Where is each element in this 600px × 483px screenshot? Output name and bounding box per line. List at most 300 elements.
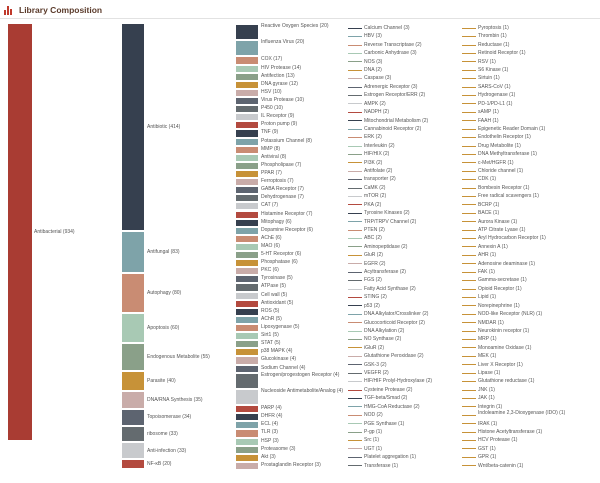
level3-item (348, 142, 463, 150)
level2-label: Akt (3) (261, 453, 276, 460)
level1-label: ribosome (33) (147, 431, 178, 438)
bar-chart-icon (4, 6, 14, 15)
level4-marker (462, 373, 476, 374)
level4-marker (462, 61, 476, 62)
level2-swatch (236, 463, 258, 469)
level4-label: Chloride channel (1) (478, 168, 524, 175)
level4-item (462, 234, 577, 242)
level1-label: Antifungal (83) (147, 249, 180, 256)
level3-marker (348, 280, 362, 281)
level4-label: IRAK (1) (478, 420, 498, 427)
level4-label: Annexin A (1) (478, 243, 508, 250)
level4-marker (462, 213, 476, 214)
level4-label: SARS-CoV (1) (478, 83, 511, 90)
level3-item (348, 411, 463, 419)
level2-label: HIV Protease (14) (261, 64, 302, 71)
level3-item (348, 91, 463, 99)
level3-item (348, 394, 463, 402)
level3-label: Fatty Acid Synthase (2) (364, 285, 416, 292)
level4-marker (462, 398, 476, 399)
level4-item (462, 209, 577, 217)
level4-label: CDK (1) (478, 176, 497, 183)
level4-marker (462, 440, 476, 441)
level3-item (348, 150, 463, 158)
level3-item (348, 159, 463, 167)
level4-item (462, 184, 577, 192)
level3-item (348, 74, 463, 82)
level4-marker (462, 103, 476, 104)
level3-marker (348, 465, 362, 466)
level3-marker (348, 364, 362, 365)
level2-item (236, 259, 346, 267)
level2-item (236, 194, 346, 202)
level4-item (462, 251, 577, 259)
level4-marker (462, 314, 476, 315)
level2-item (236, 373, 346, 389)
level3-label: DNA (2) (364, 67, 382, 74)
level2-item (236, 429, 346, 437)
level4-label: MRP (1) (478, 336, 497, 343)
level3-marker (348, 381, 362, 382)
level4-marker (462, 230, 476, 231)
level4-item (462, 243, 577, 251)
level2-label: 5-HT Receptor (6) (261, 251, 302, 258)
level4-item (462, 310, 577, 318)
level2-label: Potassium Channel (8) (261, 137, 312, 144)
level2-label: Dopamine Receptor (6) (261, 226, 313, 233)
level3-label: GluR (2) (364, 252, 383, 259)
section-title: Library Composition (19, 5, 103, 15)
level4-marker (462, 339, 476, 340)
level1-bar (122, 372, 144, 390)
level4-item (462, 58, 577, 66)
level4-item (462, 24, 577, 32)
level3-label: UGT (1) (364, 445, 382, 452)
level2-swatch (236, 422, 258, 428)
level3-item (348, 268, 463, 276)
level3-item (348, 361, 463, 369)
level2-label: Phosphatase (6) (261, 259, 298, 266)
level4-label: Glutathione reductase (1) (478, 378, 535, 385)
level4-marker (462, 78, 476, 79)
level4-marker (462, 162, 476, 163)
level2-swatch (236, 98, 258, 104)
level3-label: PI3K (2) (364, 159, 383, 166)
level3-marker (348, 314, 362, 315)
level4-label: ATP Citrate Lyase (1) (478, 226, 526, 233)
level2-swatch (236, 268, 258, 274)
level3-item (348, 428, 463, 436)
level4-marker (462, 448, 476, 449)
level4-label: Pyroptosis (1) (478, 25, 509, 31)
level3-marker (348, 398, 362, 399)
level3-label: Glucocorticoid Receptor (2) (364, 319, 425, 326)
level4-marker (462, 246, 476, 247)
level3-item (348, 209, 463, 217)
level4-marker (462, 406, 476, 407)
level3-label: DNA Alkylation (2) (364, 327, 405, 334)
level3-marker (348, 204, 362, 205)
level3-item (348, 327, 463, 335)
level4-label: Wnt/beta-catenin (1) (478, 462, 524, 469)
level2-swatch (236, 163, 258, 169)
level2-swatch (236, 301, 258, 307)
level3-item (348, 403, 463, 411)
level2-label: Antiviral (8) (261, 153, 287, 160)
level3-label: NOS (3) (364, 58, 383, 65)
level2-swatch (236, 25, 258, 39)
level1-label: Endogenous Metabolite (55) (147, 354, 210, 361)
level2-label: ATPase (5) (261, 283, 286, 290)
level3-label: Cysteine Protease (2) (364, 386, 413, 393)
level2-swatch (236, 390, 258, 404)
level2-item (236, 462, 346, 470)
level4-item (462, 377, 577, 385)
level3-label: STING (2) (364, 294, 387, 301)
level2-swatch (236, 90, 258, 96)
level3-label: Aminopeptidase (2) (364, 243, 408, 250)
level4-label: BACE (1) (478, 210, 500, 217)
level4-item (462, 91, 577, 99)
level2-item (236, 308, 346, 316)
level3-label: CaMK (2) (364, 184, 386, 191)
level4-label: c-Met/HGFR (1) (478, 159, 514, 166)
level3-label: Cannabinoid Receptor (2) (364, 125, 422, 132)
level2-label: DNA gyrase (12) (261, 80, 298, 87)
level1-bar (122, 344, 144, 370)
level4-item (462, 428, 577, 436)
level3-marker (348, 87, 362, 88)
level1-label: NF-κB (20) (147, 460, 172, 467)
level4-item (462, 386, 577, 394)
level2-swatch (236, 455, 258, 461)
level3-item (348, 352, 463, 360)
level4-item (462, 142, 577, 150)
level3-marker (348, 263, 362, 264)
level2-swatch (236, 147, 258, 153)
level1-bar (122, 427, 144, 442)
level4-marker (462, 331, 476, 332)
level3-item (348, 369, 463, 377)
level2-item (236, 251, 346, 259)
level3-marker (348, 137, 362, 138)
level2-swatch (236, 139, 258, 145)
level3-marker (348, 406, 362, 407)
level2-item (236, 129, 346, 137)
level4-label: NMDAR (1) (478, 319, 504, 326)
level2-item (236, 283, 346, 291)
level3-label: HIF/HIF Prolyl-Hydroxylase (2) (364, 378, 433, 385)
level3-label: AMPK (2) (364, 100, 386, 107)
level3-item (348, 192, 463, 200)
level2-swatch (236, 406, 258, 412)
level3-label: PGE Synthase (1) (364, 420, 405, 427)
level4-marker (462, 87, 476, 88)
level1-label: Antibiotic (414) (147, 124, 181, 131)
level3-label: Src (1) (364, 437, 379, 444)
level2-label: Reactive Oxygen Species (20) (261, 23, 329, 29)
level2-swatch (236, 309, 258, 315)
level3-label: FGS (2) (364, 277, 382, 284)
level4-item (462, 361, 577, 369)
level4-label: JAK (1) (478, 395, 495, 402)
level3-marker (348, 322, 362, 323)
level2-label: Lipoxygenase (5) (261, 324, 300, 331)
level2-label: DHFR (4) (261, 413, 283, 420)
level2-item (236, 340, 346, 348)
level3-marker (348, 457, 362, 458)
level3-item (348, 201, 463, 209)
level2-swatch (236, 106, 258, 112)
level2-swatch (236, 341, 258, 347)
level4-marker (462, 356, 476, 357)
level2-swatch (236, 439, 258, 445)
level4-label: Aurora Kinase (1) (478, 218, 518, 225)
level1-label: Parasite (40) (147, 378, 176, 384)
level3-item (348, 100, 463, 108)
level1-bar (122, 460, 144, 468)
level2-label: PARP (4) (261, 405, 282, 412)
level2-label: AChR (5) (261, 315, 282, 322)
level4-marker (462, 263, 476, 264)
level2-item (236, 138, 346, 146)
level3-item (348, 344, 463, 352)
level4-label: JNK (1) (478, 386, 495, 393)
level2-label: HSV (10) (261, 88, 282, 95)
level3-marker (348, 331, 362, 332)
level3-marker (348, 53, 362, 54)
level3-label: Estrogen Receptor/ERR (2) (364, 92, 426, 99)
level3-label: ABC (2) (364, 235, 382, 242)
level2-label: PPAR (7) (261, 169, 282, 176)
level3-marker (348, 246, 362, 247)
level3-item (348, 420, 463, 428)
level3-item (348, 302, 463, 310)
level4-item (462, 411, 577, 419)
level2-swatch (236, 447, 258, 453)
level4-item (462, 453, 577, 461)
level1-bar (122, 443, 144, 458)
level3-item (348, 108, 463, 116)
level2-item (236, 105, 346, 113)
level4-item (462, 394, 577, 402)
level2-label: Antioxidant (5) (261, 299, 294, 306)
level4-item (462, 108, 577, 116)
level4-item (462, 260, 577, 268)
level2-item (236, 300, 346, 308)
level4-marker (462, 70, 476, 71)
level4-label: Histone Acetyltransferase (1) (478, 428, 543, 435)
level3-item (348, 234, 463, 242)
level4-item (462, 344, 577, 352)
level4-label: Hydrogenase (1) (478, 92, 516, 99)
level3-marker (348, 415, 362, 416)
level2-item (236, 275, 346, 283)
level2-item (236, 81, 346, 89)
level3-marker (348, 120, 362, 121)
level2-label: MMP (8) (261, 145, 281, 152)
level2-item (236, 389, 346, 405)
level3-label: Tyrosine Kinases (2) (364, 210, 410, 217)
level4-item (462, 49, 577, 57)
level3-item (348, 184, 463, 192)
level3-label: mTOR (2) (364, 193, 387, 200)
level4-item (462, 285, 577, 293)
header-divider (0, 18, 600, 19)
level3-marker (348, 129, 362, 130)
level2-swatch (236, 317, 258, 323)
level4-label: Drug Metabolite (1) (478, 142, 521, 149)
level4-label: FAK (1) (478, 269, 495, 276)
level3-item (348, 386, 463, 394)
level3-item (348, 175, 463, 183)
level4-item (462, 175, 577, 183)
level4-label: Gamma-secretase (1) (478, 277, 527, 284)
level2-label: Glucokinase (4) (261, 356, 297, 363)
level3-label: NADPH (2) (364, 109, 390, 116)
level1-bar (122, 274, 144, 312)
level2-swatch (236, 171, 258, 177)
level2-swatch (236, 357, 258, 363)
level2-label: Virus Protease (10) (261, 96, 304, 103)
level2-label: Influenza Virus (20) (261, 39, 305, 46)
level2-item (236, 332, 346, 340)
level3-marker (348, 213, 362, 214)
level4-marker (462, 95, 476, 96)
level4-label: Bombesin Receptor (1) (478, 184, 530, 191)
level3-marker (348, 78, 362, 79)
level2-item (236, 186, 346, 194)
level2-label: p38 MAPK (4) (261, 348, 293, 355)
level3-label: TGF-beta/Smad (2) (364, 395, 408, 402)
level4-item (462, 420, 577, 428)
level2-item (236, 170, 346, 178)
level3-item (348, 436, 463, 444)
level3-marker (348, 297, 362, 298)
level4-label: HCV Protease (1) (478, 437, 518, 444)
level1-bar (122, 314, 144, 342)
level4-marker (462, 364, 476, 365)
level2-swatch (236, 41, 258, 55)
level3-marker (348, 221, 362, 222)
level4-label: Retinoid Receptor (1) (478, 50, 526, 57)
level2-swatch (236, 228, 258, 234)
level2-swatch (236, 414, 258, 420)
level4-marker (462, 297, 476, 298)
level4-item (462, 276, 577, 284)
level3-item (348, 32, 463, 40)
level4-label: Sirtuin (1) (478, 75, 500, 82)
level3-label: ERK (2) (364, 134, 382, 141)
level3-item (348, 377, 463, 385)
level3-marker (348, 154, 362, 155)
level2-swatch (236, 195, 258, 201)
level4-marker (462, 322, 476, 323)
level2-item (236, 227, 346, 235)
level2-label: Proteasome (3) (261, 445, 296, 452)
level4-item (462, 192, 577, 200)
level1-bar (122, 392, 144, 408)
level2-swatch (236, 122, 258, 128)
level3-marker (348, 112, 362, 113)
level4-marker (462, 390, 476, 391)
level2-label: STAT (5) (261, 340, 281, 347)
level2-label: MAO (6) (261, 242, 280, 249)
level1-label: Topoisomerase (34) (147, 414, 192, 421)
level2-item (236, 97, 346, 105)
level1-label: Autophagy (80) (147, 290, 182, 296)
level3-marker (348, 45, 362, 46)
level4-marker (462, 45, 476, 46)
level2-label: Dehydrogenase (7) (261, 194, 304, 201)
level3-marker (348, 70, 362, 71)
level3-marker (348, 440, 362, 441)
level2-swatch (236, 430, 258, 436)
level3-item (348, 310, 463, 318)
level4-label: NOD-like Receptor (NLR) (1) (478, 311, 543, 318)
level4-item (462, 66, 577, 74)
level4-marker (462, 432, 476, 433)
level3-label: Interleukin (2) (364, 142, 395, 149)
level3-item (348, 445, 463, 453)
level3-item (348, 319, 463, 327)
level3-item (348, 218, 463, 226)
level4-item (462, 41, 577, 49)
level4-marker (462, 28, 476, 29)
level4-marker (462, 272, 476, 273)
section-header (4, 3, 102, 17)
level4-label: Indoleamine 2,3-Dioxygenase (IDO) (1) (478, 410, 566, 417)
level4-label: Lipid (1) (478, 294, 497, 301)
level4-item (462, 150, 577, 158)
level2-swatch (236, 212, 258, 218)
level4-item (462, 352, 577, 360)
level3-label: Adrenergic Receptor (3) (364, 83, 418, 90)
level2-item (236, 405, 346, 413)
level3-item (348, 117, 463, 125)
level2-swatch (236, 114, 258, 120)
level3-label: iGluR (2) (364, 344, 385, 351)
level4-item (462, 319, 577, 327)
level3-label: Antifolate (2) (364, 168, 393, 175)
level1-bar (122, 410, 144, 425)
level3-marker (348, 28, 362, 29)
level4-label: Endothelin Receptor (1) (478, 134, 531, 141)
level4-label: Adenosine deaminase (1) (478, 260, 535, 267)
level2-label: Mitophagy (6) (261, 218, 292, 225)
level2-swatch (236, 82, 258, 88)
level3-label: GSK-3 (2) (364, 361, 387, 368)
level4-marker (462, 129, 476, 130)
level4-label: Thrombin (1) (478, 33, 507, 40)
level4-marker (462, 423, 476, 424)
level2-label: AChE (6) (261, 234, 282, 241)
level2-item (236, 211, 346, 219)
level1-label: DNA/RNA Synthesis (35) (147, 396, 203, 403)
level0-label: Antibacterial (934) (34, 229, 75, 235)
level4-label: Reductase (1) (478, 41, 510, 48)
level3-marker (348, 339, 362, 340)
level4-item (462, 74, 577, 82)
level3-marker (348, 390, 362, 391)
level2-label: ECL (4) (261, 421, 279, 428)
level4-item (462, 268, 577, 276)
level2-label: Ferroptosis (7) (261, 178, 294, 185)
level2-label: PKC (6) (261, 267, 279, 274)
level3-item (348, 24, 463, 32)
level4-label: GPR (1) (478, 454, 497, 461)
level4-item (462, 462, 577, 470)
